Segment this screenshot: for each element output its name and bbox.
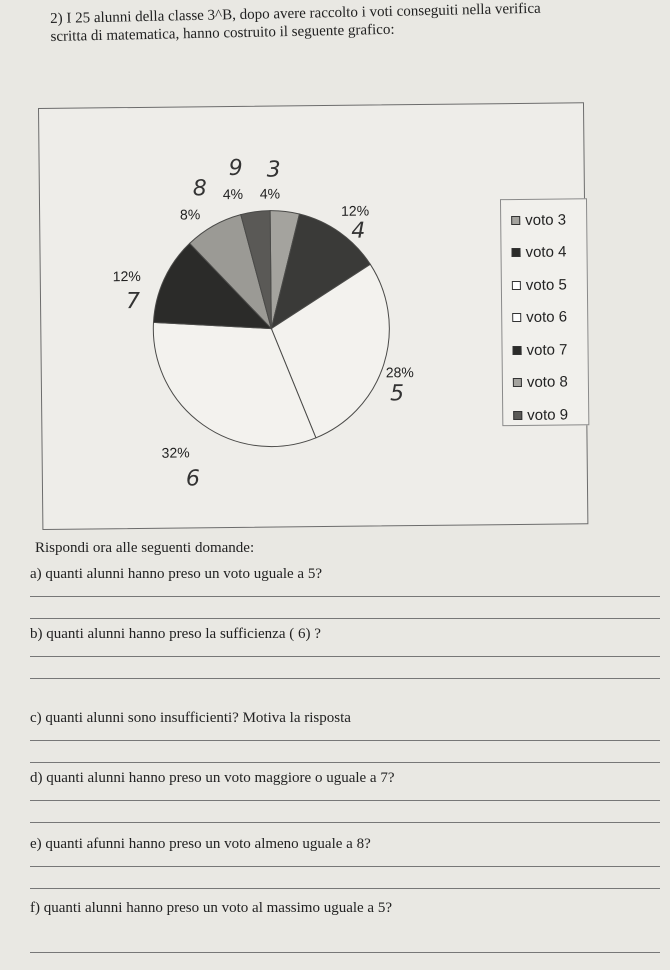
intro-line-1: 2) I 25 alunni della classe 3^B, dopo avere raccolto i voti conseguiti nella verifica [50, 0, 541, 27]
question-text: d) quanti alunni hanno preso un voto maggiore o uguale a 7? [30, 770, 395, 786]
question-text: f) quanti alunni hanno preso un voto al massimo uguale a 5? [30, 900, 392, 916]
legend-swatch [513, 410, 522, 419]
intro-line-2: scritta di matematica, hanno costruito il seguente grafico: [50, 21, 395, 45]
legend-label: voto 8 [526, 373, 568, 391]
handwritten-grade: 7 [125, 288, 141, 315]
questions-heading: Rispondi ora alle seguenti domande: [35, 540, 255, 556]
answer-line[interactable] [30, 656, 660, 657]
legend-swatch [513, 378, 522, 387]
pie-chart-frame [38, 102, 588, 530]
question-text: e) quanti afunni hanno preso un voto almeno uguale a 8? [30, 836, 371, 852]
legend-swatch [513, 345, 522, 354]
legend-item [512, 339, 567, 360]
answer-line[interactable] [30, 822, 660, 823]
slice-percent-label: 8% [179, 206, 201, 223]
answer-line[interactable] [30, 888, 660, 889]
answer-line[interactable] [30, 740, 660, 741]
legend-label: voto 6 [526, 308, 568, 326]
legend-label: voto 5 [525, 275, 567, 294]
legend-label: voto 4 [525, 243, 567, 261]
legend-swatch [512, 280, 521, 289]
slice-percent-label: 12% [112, 267, 141, 285]
legend-label: voto 3 [525, 210, 567, 229]
handwritten-grade: 8 [192, 176, 207, 202]
handwritten-grade: 4 [351, 218, 366, 244]
legend-item [511, 209, 566, 230]
legend-label: voto 7 [526, 340, 568, 359]
slice-percent-label: 28% [385, 364, 414, 381]
exercise-intro [50, 0, 661, 46]
question-text: a) quanti alunni hanno preso un voto uguale a 5? [30, 566, 323, 582]
answer-line[interactable] [30, 952, 660, 953]
handwritten-grade: 9 [228, 155, 243, 182]
handwritten-grade: 3 [266, 157, 281, 183]
legend-item [512, 307, 567, 328]
question-text: b) quanti alunni hanno preso la sufficienza ( 6) ? [30, 626, 321, 642]
answer-line[interactable] [30, 762, 660, 763]
answer-line[interactable] [30, 618, 660, 619]
slice-percent-label: 4% [222, 185, 244, 203]
answer-line[interactable] [30, 800, 660, 801]
slice-percent-label: 32% [161, 444, 190, 461]
handwritten-grade: 6 [185, 466, 201, 492]
handwritten-grade: 5 [389, 381, 405, 407]
answer-line[interactable] [30, 678, 660, 679]
question-text: c) quanti alunni sono insufficienti? Motiva la risposta [30, 710, 351, 726]
legend-item [512, 274, 567, 295]
legend-item [511, 242, 566, 263]
answer-line[interactable] [30, 866, 660, 867]
slice-percent-label: 12% [340, 202, 370, 219]
legend-swatch [511, 248, 520, 257]
legend-item [513, 404, 568, 425]
legend-item [513, 372, 568, 393]
legend-swatch [512, 313, 521, 322]
legend-label: voto 9 [527, 405, 569, 424]
answer-line[interactable] [30, 596, 660, 597]
legend-swatch [511, 215, 520, 224]
slice-percent-label: 4% [259, 185, 281, 202]
chart-legend [500, 198, 589, 426]
